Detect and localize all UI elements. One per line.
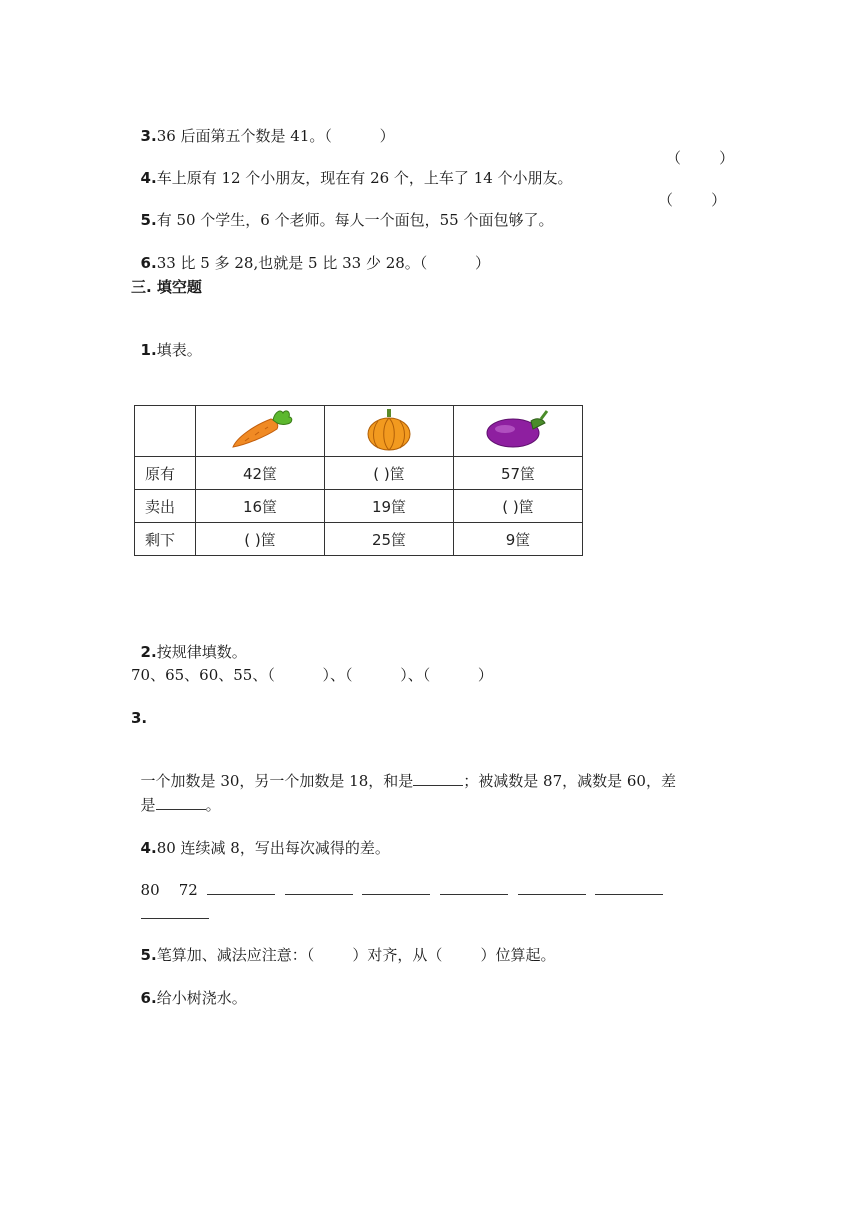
question-text: 一个加数是 30，另一个加数是 18，和是	[140, 772, 414, 790]
question-number: 6.	[140, 254, 157, 272]
judge-question-6	[131, 233, 490, 273]
table-cell: 42筐	[196, 457, 325, 490]
question-number: 2.	[140, 643, 157, 661]
pumpkin-icon	[364, 407, 414, 451]
table-cell-blank[interactable]: ( )筐	[325, 457, 454, 490]
sequence-value: 72	[178, 881, 198, 899]
row-label: 剩下	[135, 523, 196, 556]
answer-blank[interactable]	[207, 880, 275, 895]
table-cell: 57筐	[454, 457, 583, 490]
answer-blank[interactable]	[595, 880, 663, 895]
carrot-cell	[196, 406, 325, 457]
answer-blank[interactable]	[440, 880, 508, 895]
table-row	[135, 523, 583, 556]
table-cell-blank[interactable]: ( )筐	[454, 490, 583, 523]
judge-question-5	[131, 190, 553, 230]
question-text: 33 比 5 多 28,也就是 5 比 33 少 28。（ ）	[156, 254, 490, 272]
judge-question-3	[131, 106, 395, 146]
subtraction-sequence	[131, 860, 663, 900]
question-text: 有 50 个学生，6 个老师。每人一个面包，55 个面包够了。	[156, 211, 554, 229]
vegetable-table	[134, 405, 583, 556]
table-cell-blank[interactable]: ( )筐	[196, 523, 325, 556]
answer-blank[interactable]	[362, 880, 430, 895]
answer-blank[interactable]	[156, 795, 206, 810]
question-text: 车上原有 12 个小朋友，现在有 26 个，上车了 14 个小朋友。	[156, 169, 573, 187]
row-label: 原有	[135, 457, 196, 490]
table-cell: 25筐	[325, 523, 454, 556]
carrot-icon	[225, 407, 295, 451]
question-number: 5.	[140, 211, 157, 229]
table-header-row	[135, 406, 583, 457]
table-row	[135, 490, 583, 523]
question-text: 36 后面第五个数是 41。（ ）	[156, 127, 395, 145]
answer-blank[interactable]	[518, 880, 586, 895]
question-text: 给小树浇水。	[156, 989, 247, 1007]
table-row	[135, 457, 583, 490]
question-number: 5.	[140, 946, 157, 964]
eggplant-icon	[483, 407, 553, 451]
question-text: 。	[205, 796, 221, 814]
judge-question-4	[131, 148, 573, 188]
question-text: 笔算加、减法应注意：（ ）对齐，从（ ）位算起。	[156, 946, 556, 964]
question-text: 填表。	[156, 341, 202, 359]
answer-blank[interactable]	[285, 880, 353, 895]
section-title: 三. 填空题	[131, 278, 202, 296]
table-corner-cell	[135, 406, 196, 457]
number-sequence[interactable]: 70、65、60、55、（ ）、（ ）、（ ）	[131, 666, 493, 684]
fill-question-1	[131, 320, 202, 360]
row-label: 卖出	[135, 490, 196, 523]
fill-question-2	[131, 622, 247, 662]
question-text: 是	[140, 796, 156, 814]
answer-paren[interactable]: （ ）	[658, 191, 727, 209]
answer-paren[interactable]: （ ）	[666, 149, 735, 167]
eggplant-cell	[454, 406, 583, 457]
fill-question-5	[131, 925, 555, 965]
question-number: 4.	[140, 839, 157, 857]
question-text: 按规律填数。	[156, 643, 247, 661]
subtraction-sequence-cont	[131, 884, 209, 924]
fill-question-3-number: 3.	[131, 709, 148, 727]
question-number: 4.	[140, 169, 157, 187]
question-number: 3.	[140, 127, 157, 145]
question-number: 6.	[140, 989, 157, 1007]
fill-question-3-line2	[131, 775, 221, 815]
pumpkin-cell	[325, 406, 454, 457]
table-cell: 16筐	[196, 490, 325, 523]
question-text: 80 连续减 8，写出每次减得的差。	[156, 839, 390, 857]
question-number: 1.	[140, 341, 157, 359]
answer-blank[interactable]	[413, 771, 463, 786]
sequence-start: 80	[140, 881, 160, 899]
answer-blank[interactable]	[141, 904, 209, 919]
question-text: ；被减数是 87，减数是 60，差	[463, 772, 676, 790]
table-cell: 19筐	[325, 490, 454, 523]
fill-question-4	[131, 818, 390, 858]
table-cell: 9筐	[454, 523, 583, 556]
fill-question-6	[131, 968, 247, 1008]
